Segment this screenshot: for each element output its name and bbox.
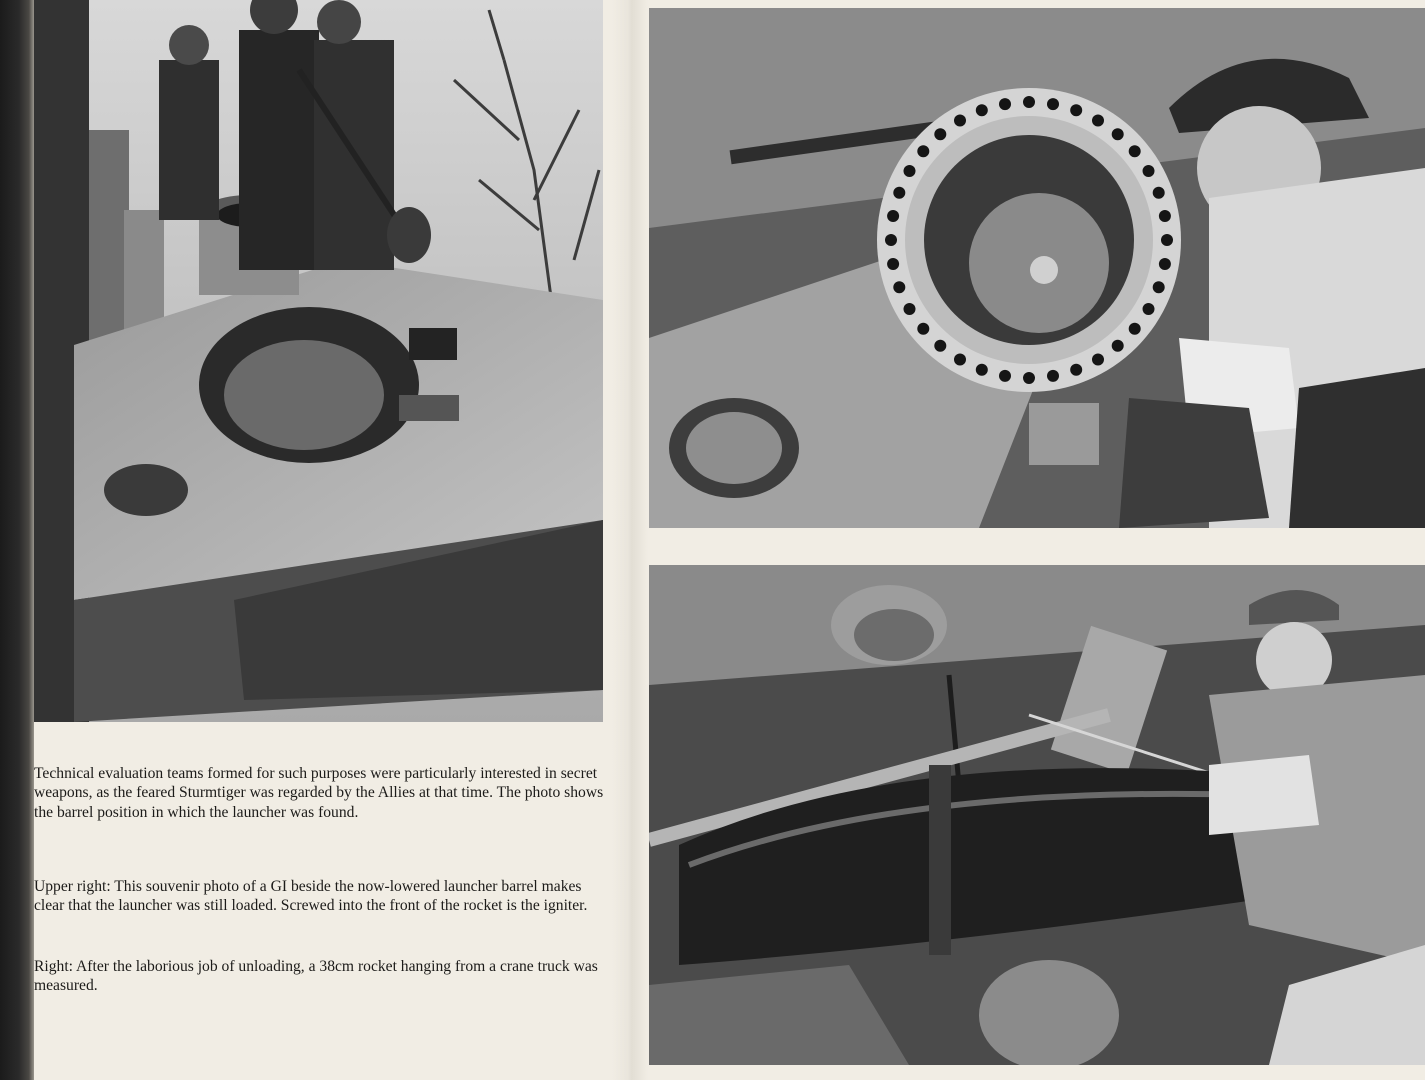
bolt-hole [934,340,946,352]
bolt-hole [999,98,1011,110]
bolt-hole [1092,115,1104,127]
bolt-hole [1070,104,1082,116]
bolt-hole [934,128,946,140]
bolt-hole [893,281,905,293]
bolt-hole [887,258,899,270]
bolt-hole [917,323,929,335]
photo-sturmtiger-soldiers [34,0,603,722]
bolt-hole [1047,370,1059,382]
bolt-hole [1159,258,1171,270]
photo-gi-launcher-barrel [649,8,1425,528]
bolt-hole [904,165,916,177]
bolt-hole [1143,303,1155,315]
bolt-hole [1143,165,1155,177]
book-gutter-shadow [0,0,34,1080]
bolt-hole [1159,210,1171,222]
bolt-hole [1023,96,1035,108]
bolt-hole [999,370,1011,382]
bolt-hole [1112,128,1124,140]
bolt-hole [887,210,899,222]
bolt-hole [1129,323,1141,335]
caption-upper-right-text: Upper right: This souvenir photo of a GI beside the now-lowered launcher barrel makes clear that the launcher was still loaded. Screwed into the front of the rocket is the igniter. [34,878,588,915]
bolt-hole [1070,364,1082,376]
bolt-hole [1129,145,1141,157]
bolt-hole [1153,281,1165,293]
bolt-hole [1023,372,1035,384]
bolt-hole [976,364,988,376]
bolt-hole [1112,340,1124,352]
bolt-hole [1153,187,1165,199]
photo-rocket-measured [649,565,1425,1065]
bolt-hole [954,115,966,127]
caption-lower-right [34,957,609,996]
bolt-hole [954,354,966,366]
bolt-hole [904,303,916,315]
caption-main-text: Technical evaluation teams formed for such purposes were particularly interested in secret weapons, as the feared Sturmtiger was regarded by the Allies at that time. The photo shows the barrel position in which the launcher was found. [34,765,604,821]
bolt-hole [1092,354,1104,366]
book-spine [612,0,648,1080]
bolt-hole [1161,234,1173,246]
caption-upper-right [34,877,609,916]
bolt-hole [1047,98,1059,110]
bolt-hole [976,104,988,116]
bolt-hole [885,234,897,246]
caption-main [34,764,609,822]
bolt-hole [917,145,929,157]
bolt-hole [893,187,905,199]
caption-lower-right-text: Right: After the laborious job of unloading, a 38cm rocket hanging from a crane truck was measured. [34,958,598,995]
